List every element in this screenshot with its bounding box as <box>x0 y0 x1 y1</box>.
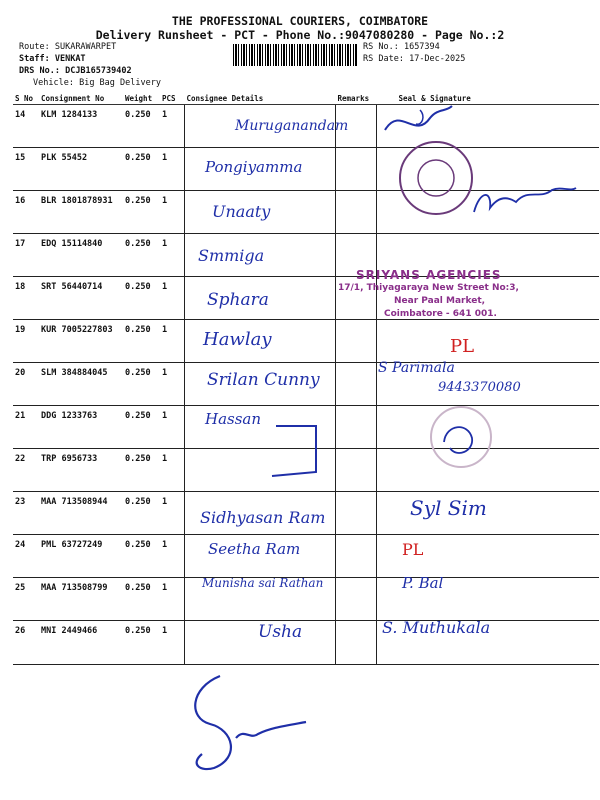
cell-pcs: 1 <box>160 148 185 191</box>
handwritten-signature: P. Bal <box>402 574 444 592</box>
barcode <box>233 44 357 66</box>
drs-label: DRS No.: <box>19 66 60 76</box>
cell-consignment: BLR 1801878931 <box>39 191 123 234</box>
cell-remarks <box>336 492 377 535</box>
col-sno: S No <box>13 92 39 105</box>
cell-consignment: SRT 56440714 <box>39 277 123 320</box>
red-mark: PL <box>450 336 475 357</box>
handwritten-signature: Syl Sim <box>410 496 487 520</box>
cell-weight: 0.250 <box>123 406 160 449</box>
table-row <box>13 621 599 665</box>
rs-no-label: RS No.: <box>363 42 399 52</box>
cell-pcs: 1 <box>160 363 185 406</box>
handwritten-bracket <box>268 420 328 480</box>
handwritten-name: Sphara <box>207 290 269 310</box>
staff-signature <box>180 668 330 778</box>
cell-sno: 22 <box>13 449 39 492</box>
cell-sno: 15 <box>13 148 39 191</box>
col-remarks: Remarks <box>336 92 377 105</box>
route-line <box>19 42 116 52</box>
vehicle-label: Vehicle: <box>33 78 74 88</box>
staff-label: Staff: <box>19 54 50 64</box>
cell-pcs: 1 <box>160 492 185 535</box>
route-value: SUKARAWARPET <box>54 42 117 52</box>
cell-sno: 19 <box>13 320 39 363</box>
handwritten-name: Seetha Ram <box>208 540 301 558</box>
handwritten-phone: 9443370080 <box>438 380 521 395</box>
cell-sno: 17 <box>13 234 39 277</box>
cell-pcs: 1 <box>160 320 185 363</box>
red-mark: PL <box>402 540 424 559</box>
agency-stamp-name: SRIYANS AGENCIES <box>356 268 502 282</box>
cell-sno: 16 <box>13 191 39 234</box>
table-row <box>13 535 599 578</box>
cell-remarks <box>336 191 377 234</box>
cell-pcs: 1 <box>160 406 185 449</box>
handwritten-name: Muruganandam <box>235 118 349 134</box>
cell-weight: 0.250 <box>123 535 160 578</box>
cell-pcs: 1 <box>160 535 185 578</box>
page-title: THE PROFESSIONAL COURIERS, COIMBATORE <box>171 14 429 28</box>
cell-consignment: DDG 1233763 <box>39 406 123 449</box>
cell-pcs: 1 <box>160 105 185 148</box>
handwritten-name: Sidhyasan Ram <box>200 508 326 527</box>
cell-remarks <box>336 148 377 191</box>
cell-consignment: PML 63727249 <box>39 535 123 578</box>
route-label: Route: <box>19 42 50 52</box>
cell-remarks <box>336 621 377 665</box>
cell-weight: 0.250 <box>123 148 160 191</box>
staff-value: VENKAT <box>54 54 86 64</box>
cell-seal <box>377 320 600 363</box>
vehicle-line <box>33 78 161 88</box>
col-weight: Weight <box>123 92 160 105</box>
rs-no-line <box>363 42 440 52</box>
drs-line <box>19 66 132 76</box>
handwritten-name: Smmiga <box>198 246 265 265</box>
cell-weight: 0.250 <box>123 105 160 148</box>
handwritten-name: Hawlay <box>203 329 272 350</box>
cell-consignment: SLM 384884045 <box>39 363 123 406</box>
rs-date-line <box>363 54 465 64</box>
col-pcs: PCS <box>160 92 185 105</box>
drs-value: DCJB165739402 <box>65 66 132 76</box>
rs-date-label: RS Date: <box>363 54 404 64</box>
cell-pcs: 1 <box>160 277 185 320</box>
handwritten-name: Srilan Cunny <box>207 370 320 390</box>
signature-scribble <box>470 176 580 226</box>
round-stamp-seal <box>396 138 476 218</box>
cell-remarks <box>336 449 377 492</box>
handwritten-name: Hassan <box>205 410 262 428</box>
rs-date-value: 17-Dec-2025 <box>409 54 466 64</box>
cell-consignment: MAA 713508944 <box>39 492 123 535</box>
page-subtitle: Delivery Runsheet - PCT - Phone No.:9047080280 - Page No.:2 <box>95 28 505 42</box>
cell-sno: 24 <box>13 535 39 578</box>
cell-weight: 0.250 <box>123 363 160 406</box>
handwritten-signature: S. Muthukala <box>382 618 491 637</box>
cell-pcs: 1 <box>160 578 185 621</box>
cell-remarks <box>336 363 377 406</box>
col-consignee: Consignee Details <box>185 92 336 105</box>
cell-remarks <box>336 406 377 449</box>
table-header-row <box>13 92 599 105</box>
handwritten-name: Munisha sai Rathan <box>202 576 324 590</box>
cell-sno: 25 <box>13 578 39 621</box>
cell-weight: 0.250 <box>123 621 160 665</box>
cell-remarks <box>336 535 377 578</box>
cell-consignment: KUR 7005227803 <box>39 320 123 363</box>
vehicle-value: Big Bag Delivery <box>79 78 161 88</box>
cell-consignment: MNI 2449466 <box>39 621 123 665</box>
table-row <box>13 320 599 363</box>
cell-consignment: PLK 55452 <box>39 148 123 191</box>
cell-weight: 0.250 <box>123 234 160 277</box>
col-seal: Seal & Signature <box>377 92 600 105</box>
cell-weight: 0.250 <box>123 320 160 363</box>
cell-sno: 23 <box>13 492 39 535</box>
cell-sno: 14 <box>13 105 39 148</box>
cell-consignment: MAA 713508799 <box>39 578 123 621</box>
handwritten-signature: S Parimala <box>378 360 455 376</box>
rs-no-value: 1657394 <box>403 42 440 52</box>
cell-pcs: 1 <box>160 191 185 234</box>
cell-sno: 26 <box>13 621 39 665</box>
cell-weight: 0.250 <box>123 277 160 320</box>
cell-remarks <box>336 320 377 363</box>
cell-weight: 0.250 <box>123 191 160 234</box>
cell-pcs: 1 <box>160 621 185 665</box>
col-consignment: Consignment No <box>39 92 123 105</box>
cell-consignment: KLM 1284133 <box>39 105 123 148</box>
cell-consignment: EDQ 15114840 <box>39 234 123 277</box>
agency-stamp-address: Near Paal Market, <box>394 296 486 306</box>
cell-weight: 0.250 <box>123 578 160 621</box>
cell-pcs: 1 <box>160 234 185 277</box>
table-row <box>13 234 599 277</box>
handwritten-name: Usha <box>258 622 303 642</box>
cell-sno: 20 <box>13 363 39 406</box>
handwritten-name: Unaaty <box>212 202 271 221</box>
cell-weight: 0.250 <box>123 492 160 535</box>
cell-sno: 21 <box>13 406 39 449</box>
staff-line <box>19 54 86 64</box>
agency-stamp-address: Coimbatore - 641 001. <box>384 309 497 319</box>
cell-sno: 18 <box>13 277 39 320</box>
cell-pcs: 1 <box>160 449 185 492</box>
agency-stamp-address: 17/1, Thiyagaraya New Street No:3, <box>338 283 519 293</box>
cell-weight: 0.250 <box>123 449 160 492</box>
handwritten-name: Pongiyamma <box>205 158 303 176</box>
round-stamp-seal <box>426 402 496 472</box>
cell-consignment: TRP 6956733 <box>39 449 123 492</box>
